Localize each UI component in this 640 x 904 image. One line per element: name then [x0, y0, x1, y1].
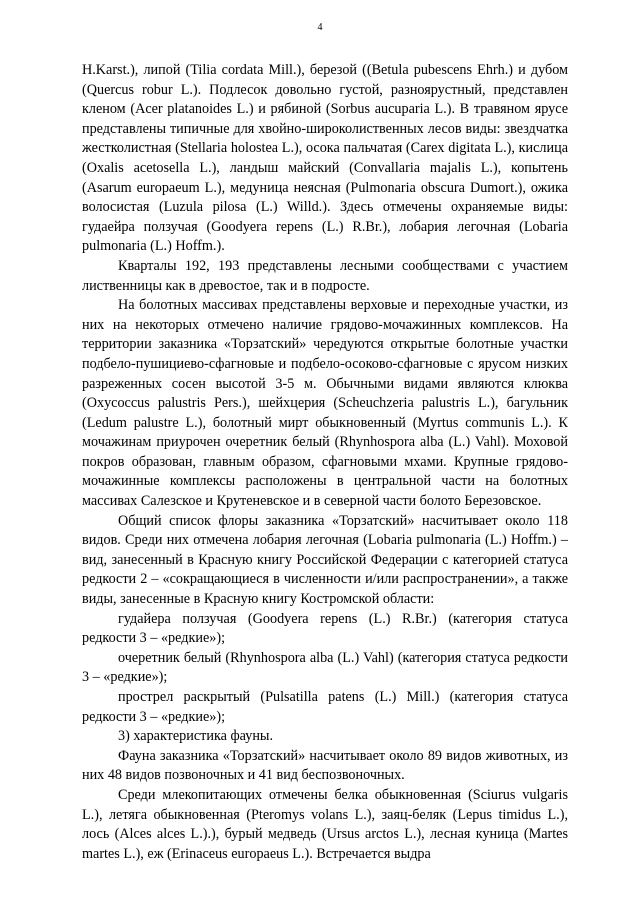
- list-item-goodyera: гудайера ползучая (Goodyera repens (L.) R.Br.) (категория статуса редкости 3 – «редкие»);: [82, 610, 568, 647]
- list-item-pulsatilla: прострел раскрытый (Pulsatilla patens (L.) Mill.) (категория статуса редкости 3 – «редкие»);: [82, 689, 568, 725]
- paragraph-3: На болотных массивах представлены верховые и переходные участки, из них на некоторых отмечено наличие грядово-мочажинных комплексов. На территории заказника «Торзатский» чередуются открытые болотные участки подбело-пушициево-сфагновые и подбело-осоково-сфагновые с ярусом низких разреженных сосен высотой 3-5 м. Обычными видами являются клюква (Oxycoccus palustris Pers.), шейхцерия (Scheuchzeria palustris L.), багульник (Ledum palustre L.), болотный мирт обыкновенный (Myrtus communis L.). К мочажинам приурочен очеретник белый (Rhynhospora alba (L.) Vahl). Моховой покров образован, главным образом, сфагновыми мхами. Крупные грядово-мочажинные комплексы расположены в центральной части на болотных массивах Салезское и Крутеневское и в северной части болото Березовское.: [82, 297, 568, 510]
- paragraph-1: H.Karst.), липой (Tilia cordata Mill.), березой ((Betula pubescens Ehrh.) и дубом (Quercus robur L.). Подлесок довольно густой, разноярустный, представлен кленом (Acer platanoides L.) и рябиной (Sorbus aucuparia L.). В травяном ярусе представлены типичные для хвойно-широколиственных лесов виды: звездчатка жестколистная (Stellaria holostea L.), осока пальчатая (Carex digitata L.), кислица (Oxalis acetosella L.), ландыш майский (Convallaria majalis L.), копытень (Asarum europaeum L.), медуница неясная (Pulmonaria obscura Dumort.), ожика волосистая (Luzula pilosa (L.) Willd.). Здесь отмечены охраняемые виды: гудаейра ползучая (Goodyera repens (L.) R.Br.), лобария легочная (Lobaria pulmonaria (L.) Hoffm.).: [82, 62, 568, 255]
- section-heading-fauna: 3) характеристика фауны.: [118, 728, 273, 745]
- page-number: 4: [317, 22, 323, 33]
- paragraph-fauna: Фауна заказника «Торзатский» насчитывает около 89 видов животных, из них 48 видов позвоночных и 41 вид беспозвоночных.: [82, 747, 568, 784]
- paragraph-mammals: Среди млекопитающих отмечены белка обыкновенная (Sciurus vulgaris L.), летяга обыкновенная (Pteromys volans L.), заяц-беляк (Lepus timidus L.), лось (Alces alces L.).), бурый медведь (Ursus arctos L.), лесная куница (Martes martes L.), еж (Erinaceus europaeus L.). Встречается выдра: [82, 786, 568, 862]
- paragraph-2: Кварталы 192, 193 представлены лесными сообществами с участием лиственницы как в древостое, так и в подросте.: [82, 257, 568, 294]
- paragraph-4: Общий список флоры заказника «Торзатский» насчитывает около 118 видов. Среди них отмечена лобария легочная (Lobaria pulmonaria (L.) Hoffm.) – вид, занесенный в Красную книгу Российской Федерации с категорией статуса редкости 2 – «сокращающиеся в численности и/или распространении», а также виды, занесенные в Красную книгу Костромской области:: [82, 512, 568, 608]
- list-item-rhynhospora: очеретник белый (Rhynhospora alba (L.) Vahl) (категория статуса редкости 3 – «редкие»);: [82, 649, 568, 686]
- body-text: [82, 61, 568, 864]
